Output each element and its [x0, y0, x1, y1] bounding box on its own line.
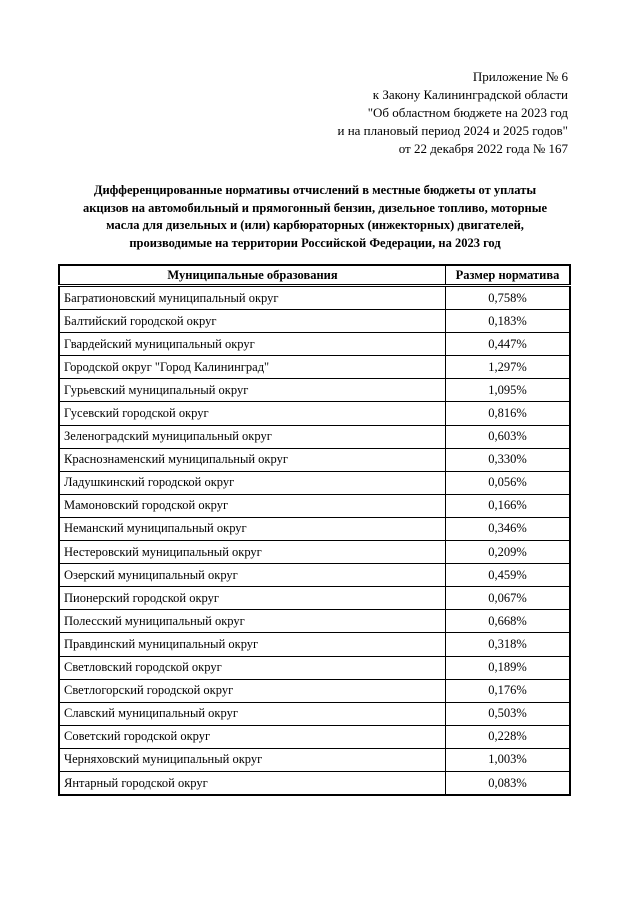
rate-value: 1,003%: [446, 748, 571, 771]
table-row: [59, 656, 570, 679]
norms-table: [58, 264, 571, 796]
title-line: Дифференцированные нормативы отчислений в местные бюджеты от уплаты: [93, 183, 537, 197]
municipality-name: Пионерский городской округ: [59, 587, 446, 610]
rate-value: 0,603%: [446, 425, 571, 448]
rate-value: 1,095%: [446, 379, 571, 402]
table-row: [59, 448, 570, 471]
rate-value: 0,228%: [446, 725, 571, 748]
appendix-line: от 22 декабря 2022 года № 167: [398, 141, 568, 156]
table-row: [59, 333, 570, 356]
rate-value: 0,459%: [446, 564, 571, 587]
appendix-block: [268, 68, 568, 158]
municipality-name: Советский городской округ: [59, 725, 446, 748]
table-row: [59, 679, 570, 702]
rate-value: 0,166%: [446, 494, 571, 517]
municipality-name: Мамоновский городской округ: [59, 494, 446, 517]
municipality-name: Нестеровский муниципальный округ: [59, 541, 446, 564]
municipality-name: Балтийский городской округ: [59, 310, 446, 333]
municipality-name: Зеленоградский муниципальный округ: [59, 425, 446, 448]
table-row: [59, 633, 570, 656]
appendix-line: к Закону Калининградской области: [372, 87, 568, 102]
municipality-name: Багратионовский муниципальный округ: [59, 286, 446, 310]
table-row: [59, 517, 570, 540]
table-row: [59, 494, 570, 517]
table-row: [59, 379, 570, 402]
column-header-rate: Размер норматива: [446, 265, 571, 286]
rate-value: 0,183%: [446, 310, 571, 333]
municipality-name: Янтарный городской округ: [59, 771, 446, 795]
municipality-name: Светлогорский городской округ: [59, 679, 446, 702]
municipality-name: Славский муниципальный округ: [59, 702, 446, 725]
municipality-name: Полесский муниципальный округ: [59, 610, 446, 633]
table-row: [59, 771, 570, 795]
municipality-name: Правдинский муниципальный округ: [59, 633, 446, 656]
table-row: [59, 748, 570, 771]
rate-value: 0,503%: [446, 702, 571, 725]
appendix-line: "Об областном бюджете на 2023 год: [367, 105, 568, 120]
rate-value: 0,189%: [446, 656, 571, 679]
municipality-name: Гусевский городской округ: [59, 402, 446, 425]
rate-value: 0,176%: [446, 679, 571, 702]
table-row: [59, 402, 570, 425]
appendix-line: и на плановый период 2024 и 2025 годов": [337, 123, 568, 138]
title-line: акцизов на автомобильный и прямогонный бензин, дизельное топливо, моторные: [82, 200, 548, 215]
table-row: [59, 610, 570, 633]
rate-value: 0,330%: [446, 448, 571, 471]
municipality-name: Краснознаменский муниципальный округ: [59, 448, 446, 471]
municipality-name: Озерский муниципальный округ: [59, 564, 446, 587]
rate-value: 0,447%: [446, 333, 571, 356]
table-row: [59, 356, 570, 379]
appendix-line: Приложение № 6: [472, 69, 568, 84]
column-header-municipality: Муниципальные образования: [59, 265, 446, 286]
table-row: [59, 587, 570, 610]
table-row: [59, 471, 570, 494]
municipality-name: Светловский городской округ: [59, 656, 446, 679]
rate-value: 0,067%: [446, 587, 571, 610]
document-title: [60, 182, 570, 252]
rate-value: 0,083%: [446, 771, 571, 795]
municipality-name: Неманский муниципальный округ: [59, 517, 446, 540]
title-line: производимые на территории Российской Федерации, на 2023 год: [129, 235, 501, 250]
rate-value: 0,318%: [446, 633, 571, 656]
table-header-row: [59, 265, 570, 286]
rate-value: 0,209%: [446, 541, 571, 564]
table-row: [59, 425, 570, 448]
municipality-name: Ладушкинский городской округ: [59, 471, 446, 494]
title-line: масла для дизельных и (или) карбюраторных (инжекторных) двигателей,: [106, 218, 524, 232]
table-row: [59, 564, 570, 587]
municipality-name: Черняховский муниципальный округ: [59, 748, 446, 771]
rate-value: 0,056%: [446, 471, 571, 494]
table-row: [59, 286, 570, 310]
rate-value: 0,816%: [446, 402, 571, 425]
table-body: [59, 286, 570, 796]
rate-value: 0,668%: [446, 610, 571, 633]
municipality-name: Городской округ "Город Калининград": [59, 356, 446, 379]
table-row: [59, 310, 570, 333]
rate-value: 0,758%: [446, 286, 571, 310]
table-row: [59, 541, 570, 564]
rate-value: 0,346%: [446, 517, 571, 540]
municipality-name: Гвардейский муниципальный округ: [59, 333, 446, 356]
rate-value: 1,297%: [446, 356, 571, 379]
table-row: [59, 725, 570, 748]
municipality-name: Гурьевский муниципальный округ: [59, 379, 446, 402]
table-row: [59, 702, 570, 725]
